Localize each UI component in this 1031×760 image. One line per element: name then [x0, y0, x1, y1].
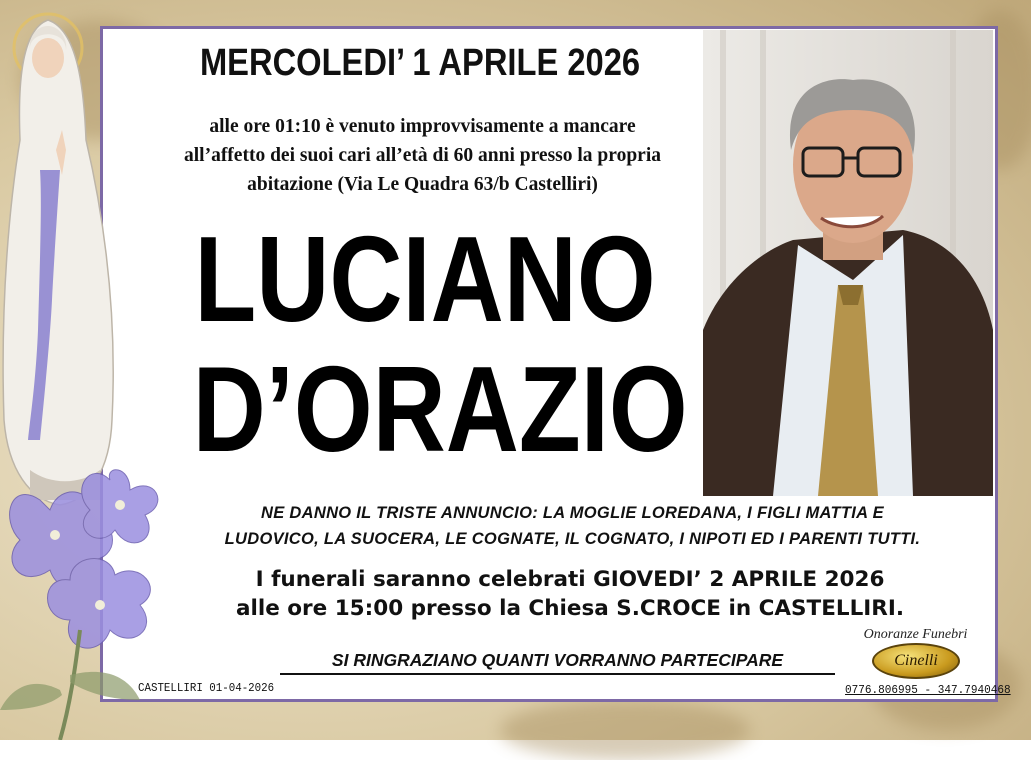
intro-line: all’affetto dei suoi cari all’età di 60 anni presso la propria [183, 145, 662, 166]
funeral-details [140, 565, 1000, 623]
agency-tagline: Onoranze Funebri [863, 627, 968, 642]
place-date: CASTELLIRI 01-04-2026 [138, 681, 275, 695]
deceased-first-name: LUCIANO [194, 211, 656, 347]
intro-line: abitazione (Via Le Quadra 63/b Castelliri) [247, 174, 598, 195]
date-heading: MERCOLEDI’ 1 APRILE 2026 [199, 42, 641, 84]
funeral-agency-logo [848, 627, 983, 687]
funeral-line: I funerali saranno celebrati GIOVEDI’ 2 APRILE 2026 [255, 567, 885, 592]
madonna-image [0, 0, 150, 520]
agency-phones: 0776.806995 - 347.7940468 [845, 683, 1011, 697]
thanks-line: SI RINGRAZIANO QUANTI VORRANNO PARTECIPARE [280, 650, 835, 675]
intro-line: alle ore 01:10 è venuto improvvisamente a mancare [209, 116, 636, 137]
announcement-line: NE DANNO IL TRISTE ANNUNCIO: LA MOGLIE LOREDANA, I FIGLI MATTIA E [261, 504, 884, 522]
portrait-photo [703, 30, 993, 496]
funeral-line: alle ore 15:00 presso la Chiesa S.CROCE in CASTELLIRI. [235, 596, 905, 621]
agency-name-badge: Cinelli [872, 643, 960, 679]
announcement-text [150, 500, 995, 552]
intro-text [150, 112, 695, 199]
announcement-line: LUDOVICO, LA SUOCERA, LE COGNATE, IL COGNATO, I NIPOTI ED I PARENTI TUTTI. [224, 530, 921, 548]
deceased-last-name: D’ORAZIO [192, 341, 688, 477]
